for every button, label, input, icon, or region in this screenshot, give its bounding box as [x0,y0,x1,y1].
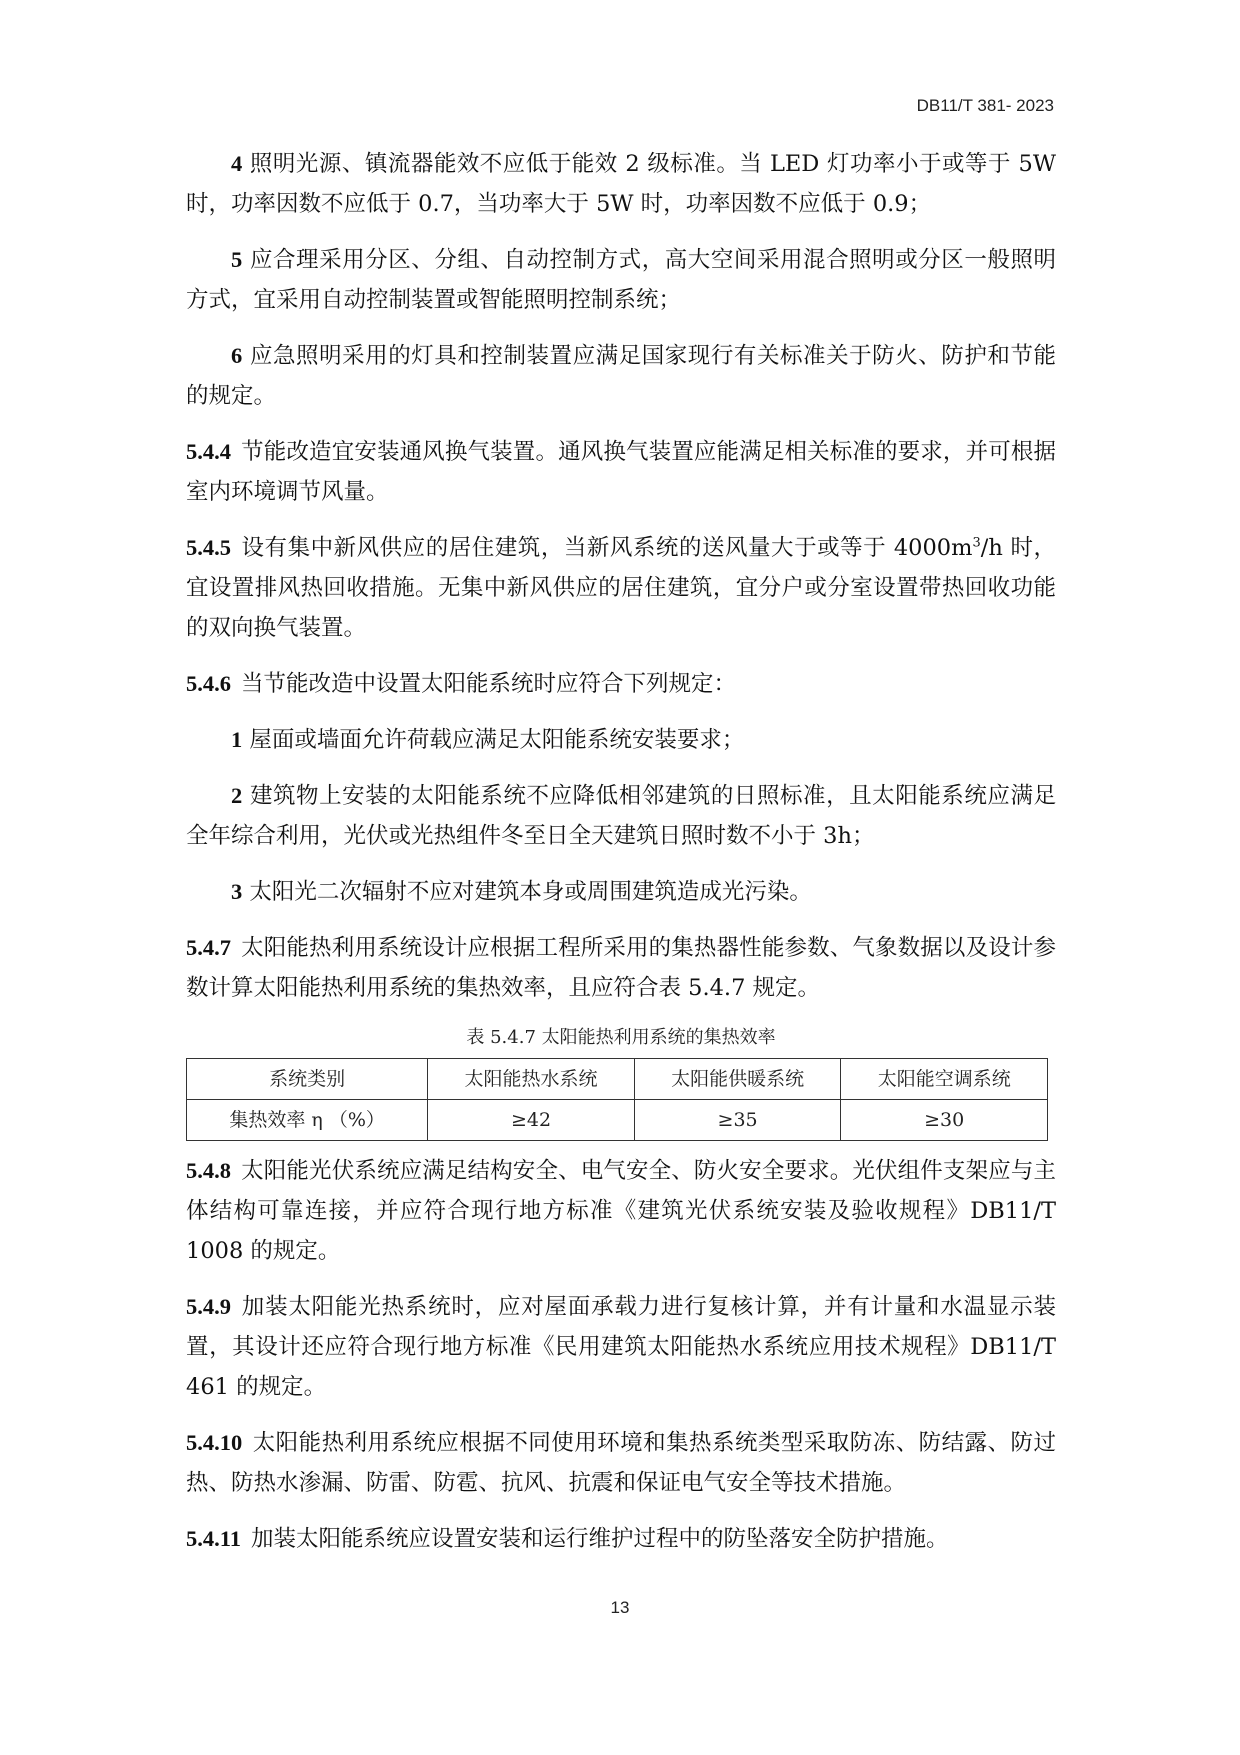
clause [186,1151,1056,1271]
standard-code: DB11/T 381- 2023 [916,96,1054,115]
item-number: 5 [231,247,243,272]
item-number: 2 [231,783,243,808]
clause [186,1519,1056,1559]
list-item [186,336,1056,416]
clause-number: 5.4.7 [186,935,231,960]
clause-text: 节能改造宜安装通风换气装置。通风换气装置应能满足相关标准的要求，并可根据室内环境调节风量。 [186,439,1056,505]
clause-list-2 [186,664,1056,1008]
table-caption: 表 5.4.7 太阳能热利用系统的集热效率 [466,1027,776,1048]
list-item [186,776,1056,856]
table-cell: 集热效率 η （%） [187,1100,428,1141]
clause-list-1 [186,144,1056,512]
clause [186,928,1056,1008]
clause-number: 5.4.8 [186,1158,231,1183]
table-cell: ≥30 [841,1100,1048,1141]
page-number: 13 [610,1598,630,1617]
table-header-cell: 太阳能空调系统 [841,1059,1048,1100]
table-cell: ≥42 [428,1100,635,1141]
item-number: 3 [231,879,243,904]
clause-number: 5.4.10 [186,1430,243,1455]
clause-text: 加装太阳能系统应设置安装和运行维护过程中的防坠落安全防护措施。 [251,1526,949,1552]
clause [186,432,1056,512]
table-header-cell: 太阳能热水系统 [428,1059,635,1100]
list-item [186,240,1056,320]
clause-text: 当节能改造中设置太阳能系统时应符合下列规定： [241,671,737,697]
table-header-cell: 太阳能供暖系统 [634,1059,841,1100]
efficiency-table [186,1058,1048,1141]
table-cell: ≥35 [634,1100,841,1141]
clause-number: 5.4.9 [186,1294,231,1319]
item-text: 照明光源、镇流器能效不应低于能效 2 级标准。当 LED 灯功率小于或等于 5W 时，功率因数不应低于 0.7，当功率大于 5W 时，功率因数不应低于 0.9； [186,151,1056,217]
item-number: 6 [231,343,243,368]
clause-text: 设有集中新风供应的居住建筑，当新风系统的送风量大于或等于 4000m [241,535,973,561]
item-text: 应合理采用分区、分组、自动控制方式，高大空间采用混合照明或分区一般照明方式，宜采用自动控制装置或智能照明控制系统； [186,247,1056,313]
table-header-cell: 系统类别 [187,1059,428,1100]
clause-text: 太阳能光伏系统应满足结构安全、电气安全、防火安全要求。光伏组件支架应与主体结构可靠连接，并应符合现行地方标准《建筑光伏系统安装及验收规程》DB11/T 1008 的规定。 [186,1158,1056,1264]
list-item [186,872,1056,912]
item-text: 屋面或墙面允许荷载应满足太阳能系统安装要求； [249,727,745,753]
clause-number: 5.4.4 [186,439,231,464]
clause-5-4-5 [186,528,1056,648]
clause [186,1287,1056,1407]
list-item [186,144,1056,224]
clause-number: 5.4.6 [186,671,231,696]
clause [186,664,1056,704]
clause-number: 5.4.11 [186,1526,242,1551]
clause-text-cont: /h 时，宜设置排风热回收措施。无集中新风供应的居住建筑，宜分户或分室设置带热回收功能的双向换气装置。 [186,535,1057,641]
clause-list-3 [186,1151,1056,1559]
clause-text: 加装太阳能光热系统时，应对屋面承载力进行复核计算，并有计量和水温显示装置，其设计还应符合现行地方标准《民用建筑太阳能热水系统应用技术规程》DB11/T 461 的规定。 [186,1294,1056,1400]
superscript: 3 [972,535,981,551]
clause-text: 太阳能热利用系统设计应根据工程所采用的集热器性能参数、气象数据以及设计参数计算太阳能热利用系统的集热效率，且应符合表 5.4.7 规定。 [186,935,1056,1001]
list-item [186,720,1056,760]
item-number: 4 [231,151,243,176]
item-text: 太阳光二次辐射不应对建筑本身或周围建筑造成光污染。 [249,879,812,905]
clause [186,1423,1056,1503]
table-row [187,1100,1048,1141]
document-body [186,144,1056,1575]
item-number: 1 [231,727,243,752]
item-text: 应急照明采用的灯具和控制装置应满足国家现行有关标准关于防火、防护和节能的规定。 [186,343,1056,409]
item-text: 建筑物上安装的太阳能系统不应降低相邻建筑的日照标准，且太阳能系统应满足全年综合利用，光伏或光热组件冬至日全天建筑日照时数不小于 3h； [186,783,1056,849]
clause-text: 太阳能热利用系统应根据不同使用环境和集热系统类型采取防冻、防结露、防过热、防热水渗漏、防雷、防雹、抗风、抗震和保证电气安全等技术措施。 [186,1430,1056,1496]
clause-number: 5.4.5 [186,535,231,560]
table-header-row [187,1059,1048,1100]
